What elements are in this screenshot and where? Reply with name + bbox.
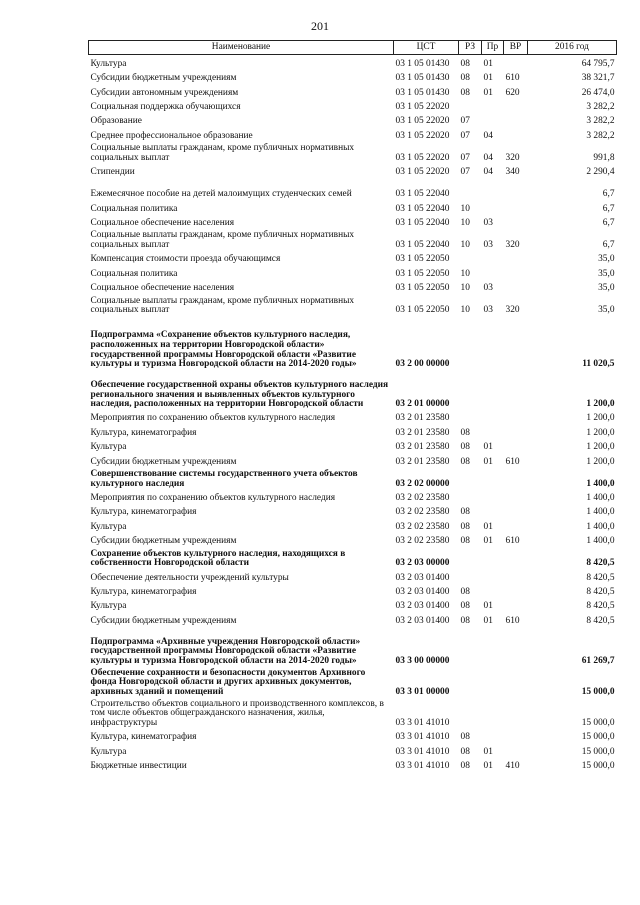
row-vr: 410: [505, 760, 520, 771]
header-pr: Пр: [482, 41, 504, 55]
row-csr: 03 2 03 01400: [395, 615, 450, 626]
row-pr: 03: [483, 239, 493, 250]
row-vr: 320: [505, 239, 520, 250]
table-row: [89, 279, 617, 293]
row-rz: [459, 666, 482, 697]
row-rz: 08: [460, 587, 470, 597]
row-vr: [504, 547, 528, 569]
table-row: [89, 504, 617, 518]
row-vr: [504, 728, 528, 742]
page-number: 201: [311, 19, 329, 33]
row-name: Обеспечение государственной охраны объектов культурного наследия регионального значения и выявленных объектов культурного наследия, расположенных на территории Новгородской области: [90, 379, 389, 410]
row-value: 1 400,0: [586, 493, 615, 504]
table-row: [89, 518, 617, 532]
row-rz: 07: [460, 152, 470, 163]
row-value: 35,0: [598, 254, 615, 265]
table-row: [89, 532, 617, 546]
row-csr: 03 3 01 41010: [395, 746, 450, 757]
row-pr: 03: [483, 283, 493, 294]
row-csr: 03 1 05 22050: [395, 254, 450, 265]
row-value: 8 420,5: [586, 601, 615, 612]
row-csr: 03 2 01 23580: [395, 427, 450, 438]
row-vr: [504, 265, 528, 279]
row-rz: 08: [460, 456, 470, 467]
row-vr: [504, 743, 528, 757]
row-csr: 03 2 02 23580: [395, 536, 450, 547]
row-value: 3 282,2: [586, 101, 615, 112]
row-csr: 03 3 01 41010: [395, 732, 450, 743]
row-vr: [504, 279, 528, 293]
table-row: [89, 453, 617, 467]
row-value: 38 321,7: [581, 73, 615, 84]
row-name: Обеспечение деятельности учреждений культуры: [90, 572, 289, 583]
row-pr: [482, 265, 504, 279]
row-rz: [459, 251, 482, 265]
row-name: Культура: [90, 601, 127, 612]
row-csr: 03 1 05 22040: [395, 189, 450, 200]
row-vr: [504, 424, 528, 438]
row-name: Ежемесячное пособие на детей малоимущих студенческих семей: [90, 189, 352, 200]
table-row: [89, 489, 617, 503]
header-name: Наименование: [89, 41, 394, 55]
row-csr: 03 1 05 01430: [395, 58, 450, 69]
header-csr: ЦСТ: [394, 41, 459, 55]
row-pr: 01: [483, 58, 493, 69]
row-name: Культура, кинематография: [90, 587, 197, 597]
row-pr: 03: [483, 217, 493, 228]
row-pr: [482, 316, 504, 370]
table-row: [89, 547, 617, 569]
row-name: Мероприятия по сохранению объектов культурного наследия: [90, 493, 336, 504]
row-value: 35,0: [598, 268, 615, 279]
row-vr: [504, 583, 528, 597]
row-csr: 03 2 02 23580: [395, 521, 450, 532]
row-value: 1 400,0: [586, 536, 615, 547]
row-pr: 01: [483, 87, 493, 98]
table-row: [89, 410, 617, 424]
row-value: 1 400,0: [586, 507, 615, 518]
row-name: Социальные выплаты гражданам, кроме публичных нормативных социальных выплат: [90, 143, 355, 163]
row-rz: 10: [460, 217, 470, 228]
row-vr: [504, 598, 528, 612]
row-pr: [482, 569, 504, 583]
row-vr: [504, 251, 528, 265]
row-value: 61 269,7: [581, 655, 615, 666]
row-csr: 03 1 05 22020: [395, 130, 450, 141]
row-value: 8 420,5: [586, 558, 615, 569]
row-pr: 01: [483, 456, 493, 467]
table-row: [89, 84, 617, 98]
row-rz: [459, 316, 482, 370]
row-name: Обеспечение сохранности и безопасности документов Архивного фонда Новгородской области и других архивных документов, архивных зданий и помещений: [90, 667, 366, 697]
row-csr: 03 2 03 00000: [395, 558, 450, 569]
row-name: Культура, кинематография: [90, 507, 197, 518]
table-row: [89, 251, 617, 265]
table-row: [89, 178, 617, 200]
row-csr: 03 3 01 41010: [395, 717, 450, 728]
table-row: [89, 583, 617, 597]
row-value: 3 282,2: [586, 116, 615, 127]
table-row: [89, 697, 617, 728]
row-pr: [482, 410, 504, 424]
row-value: 6,7: [602, 239, 615, 250]
table-row: [89, 316, 617, 370]
row-rz: 08: [460, 58, 470, 69]
row-rz: 08: [460, 427, 470, 438]
row-vr: [504, 127, 528, 141]
row-rz: 08: [460, 87, 470, 98]
table-row: [89, 98, 617, 112]
row-value: 15 000,0: [581, 732, 615, 743]
row-name: Культура, кинематография: [90, 427, 197, 438]
row-vr: [504, 626, 528, 666]
row-name: Культура: [90, 746, 127, 757]
row-name: Культура: [90, 442, 127, 453]
row-rz: [459, 98, 482, 112]
row-rz: 08: [460, 732, 470, 743]
table-row: [89, 113, 617, 127]
row-pr: 04: [483, 152, 493, 163]
row-vr: [504, 55, 528, 70]
table-row: [89, 163, 617, 177]
row-pr: 04: [483, 167, 493, 178]
row-value: 1 200,0: [586, 399, 615, 410]
row-name: Бюджетные инвестиции: [90, 760, 187, 771]
row-rz: [459, 370, 482, 410]
row-csr: 03 1 05 22020: [395, 167, 450, 178]
row-csr: 03 1 05 22050: [395, 305, 450, 316]
row-vr: [504, 113, 528, 127]
row-rz: [459, 178, 482, 200]
row-rz: [459, 697, 482, 728]
table-row: [89, 141, 617, 163]
row-csr: 03 2 02 23580: [395, 507, 450, 518]
row-pr: 03: [483, 305, 493, 316]
row-vr: 620: [505, 87, 520, 98]
table-row: [89, 612, 617, 626]
row-rz: 08: [460, 442, 470, 453]
row-pr: [482, 98, 504, 112]
row-csr: 03 2 02 23580: [395, 493, 450, 504]
row-vr: [504, 569, 528, 583]
table-row: [89, 666, 617, 697]
row-pr: 01: [483, 536, 493, 547]
row-name: Социальные выплаты гражданам, кроме публичных нормативных социальных выплат: [90, 295, 355, 316]
row-vr: [504, 666, 528, 697]
row-pr: 01: [483, 760, 493, 771]
row-vr: [504, 200, 528, 214]
row-pr: [482, 467, 504, 489]
row-name: Компенсация стоимости проезда обучающимся: [90, 254, 281, 265]
row-name: Среднее профессиональное образование: [90, 130, 253, 141]
row-value: 6,7: [602, 203, 615, 214]
table-row: [89, 424, 617, 438]
row-csr: 03 2 01 23580: [395, 442, 450, 453]
row-vr: 610: [505, 615, 520, 626]
row-value: 3 282,2: [586, 130, 615, 141]
row-pr: [482, 547, 504, 569]
table-row: [89, 265, 617, 279]
row-value: 26 474,0: [581, 87, 615, 98]
row-pr: [482, 200, 504, 214]
row-csr: 03 2 01 23580: [395, 456, 450, 467]
row-value: 1 200,0: [586, 413, 615, 424]
row-rz: 10: [460, 239, 470, 250]
row-pr: [482, 489, 504, 503]
row-value: 1 200,0: [586, 442, 615, 453]
row-rz: [459, 410, 482, 424]
header-year: 2016 год: [528, 41, 617, 55]
row-rz: 08: [460, 615, 470, 626]
row-vr: [504, 178, 528, 200]
row-vr: [504, 214, 528, 228]
row-name: Субсидии бюджетным учреждениям: [90, 73, 237, 84]
row-vr: [504, 697, 528, 728]
row-rz: 08: [460, 760, 470, 771]
row-value: 35,0: [598, 283, 615, 294]
row-name: Культура: [90, 58, 127, 69]
row-rz: [459, 467, 482, 489]
row-name: Субсидии бюджетным учреждениям: [90, 456, 237, 467]
row-pr: 01: [483, 442, 493, 453]
row-csr: 03 3 01 00000: [395, 686, 450, 697]
row-rz: 08: [460, 73, 470, 84]
row-vr: [504, 467, 528, 489]
row-csr: 03 1 05 22020: [395, 101, 450, 112]
row-rz: 08: [460, 521, 470, 532]
row-name: Социальные выплаты гражданам, кроме публичных нормативных социальных выплат: [90, 230, 355, 250]
budget-table: [88, 40, 617, 772]
row-csr: 03 1 05 22050: [395, 283, 450, 294]
row-name: Подпрограмма «Сохранение объектов культурного наследия, расположенных на территории Новгородской области» государственной программы Новгородской области «Развитие культуры и туризма Новгородской области на 2014-2020 годы»: [90, 330, 357, 370]
row-vr: [504, 316, 528, 370]
row-name: Мероприятия по сохранению объектов культурного наследия: [90, 413, 336, 424]
row-csr: 03 2 01 00000: [395, 399, 450, 410]
row-value: 35,0: [598, 305, 615, 316]
row-name: Социальное обеспечение населения: [90, 283, 235, 294]
row-vr: [504, 489, 528, 503]
row-rz: 07: [460, 167, 470, 178]
row-vr: 320: [505, 152, 520, 163]
row-rz: 08: [460, 507, 470, 518]
row-name: Образование: [90, 116, 142, 127]
table-row: [89, 438, 617, 452]
row-pr: [482, 504, 504, 518]
row-csr: 03 2 00 00000: [395, 359, 450, 370]
row-value: 8 420,5: [586, 615, 615, 626]
row-vr: 610: [505, 536, 520, 547]
row-value: 1 200,0: [586, 456, 615, 467]
row-name: Социальная политика: [90, 268, 178, 279]
row-rz: 07: [460, 130, 470, 141]
table-row: [89, 294, 617, 316]
row-vr: 320: [505, 305, 520, 316]
table-row: [89, 55, 617, 70]
row-csr: 03 3 00 00000: [395, 655, 450, 666]
row-pr: [482, 666, 504, 697]
row-value: 6,7: [602, 189, 615, 200]
row-rz: [459, 489, 482, 503]
row-value: 15 000,0: [581, 746, 615, 757]
row-value: 11 020,5: [582, 359, 615, 370]
table-row: [89, 214, 617, 228]
row-value: 64 795,7: [581, 58, 615, 69]
row-csr: 03 2 02 00000: [395, 478, 450, 489]
table-row: [89, 569, 617, 583]
row-vr: [504, 438, 528, 452]
table-row: [89, 200, 617, 214]
row-name: Стипендии: [90, 167, 135, 178]
row-vr: 340: [505, 167, 520, 178]
table-row: [89, 127, 617, 141]
row-csr: 03 1 05 01430: [395, 87, 450, 98]
row-value: 15 000,0: [581, 686, 615, 697]
row-name: Культура: [90, 521, 127, 532]
row-rz: 08: [460, 536, 470, 547]
row-value: 8 420,5: [586, 572, 615, 583]
row-rz: 10: [460, 283, 470, 294]
table-row: [89, 467, 617, 489]
row-value: 991,8: [593, 152, 615, 163]
row-csr: 03 1 05 22040: [395, 239, 450, 250]
row-rz: [459, 569, 482, 583]
header-row: [89, 41, 617, 55]
row-pr: 01: [483, 746, 493, 757]
row-value: 15 000,0: [581, 760, 615, 771]
table-row: [89, 757, 617, 771]
row-pr: 01: [483, 73, 493, 84]
row-pr: 01: [483, 601, 493, 612]
row-pr: [482, 728, 504, 742]
row-csr: 03 1 05 22020: [395, 152, 450, 163]
row-pr: 01: [483, 615, 493, 626]
row-pr: [482, 113, 504, 127]
header-vr: ВР: [504, 41, 528, 55]
row-value: 8 420,5: [586, 587, 615, 597]
row-pr: [482, 697, 504, 728]
row-rz: 10: [460, 268, 470, 279]
row-csr: 03 2 03 01400: [395, 601, 450, 612]
table-row: [89, 728, 617, 742]
row-vr: 610: [505, 456, 520, 467]
row-pr: 01: [483, 521, 493, 532]
row-pr: [482, 626, 504, 666]
row-pr: [482, 370, 504, 410]
table-row: [89, 229, 617, 251]
header-rz: РЗ: [459, 41, 482, 55]
row-name: Социальное обеспечение населения: [90, 217, 235, 228]
row-csr: 03 1 05 22050: [395, 268, 450, 279]
row-rz: 10: [460, 305, 470, 316]
row-rz: 10: [460, 203, 470, 214]
row-csr: 03 2 01 23580: [395, 413, 450, 424]
row-vr: [504, 518, 528, 532]
row-rz: [459, 547, 482, 569]
row-csr: 03 3 01 41010: [395, 760, 450, 771]
row-name: Подпрограмма «Архивные учреждения Новгородской области» государственной программы Новгородской области «Развитие культуры и туризма Новгородской области на 2014-2020 годы»: [90, 636, 361, 666]
row-name: Строительство объектов социального и производственного комплексов, в том числе объектов общегражданского назначения, жилья, инфраструктуры: [90, 698, 384, 728]
row-value: 1 400,0: [586, 478, 615, 489]
table-row: [89, 626, 617, 666]
row-name: Социальная поддержка обучающихся: [90, 101, 241, 112]
row-value: 1 400,0: [586, 521, 615, 532]
table-row: [89, 370, 617, 410]
row-vr: [504, 98, 528, 112]
row-csr: 03 1 05 22040: [395, 217, 450, 228]
row-csr: 03 1 05 22020: [395, 116, 450, 127]
row-rz: 08: [460, 746, 470, 757]
row-name: Субсидии бюджетным учреждениям: [90, 536, 237, 547]
row-name: Субсидии бюджетным учреждениям: [90, 615, 237, 626]
row-value: 1 200,0: [586, 427, 615, 438]
row-vr: [504, 370, 528, 410]
row-value: 2 290,4: [586, 167, 615, 178]
table-row: [89, 743, 617, 757]
row-name: Социальная политика: [90, 203, 178, 214]
row-pr: [482, 178, 504, 200]
row-csr: 03 2 03 01400: [395, 587, 450, 597]
row-csr: 03 2 03 01400: [395, 572, 450, 583]
row-csr: 03 1 05 22040: [395, 203, 450, 214]
row-rz: 07: [460, 116, 470, 127]
row-pr: 04: [483, 130, 493, 141]
table-row: [89, 598, 617, 612]
row-name: Культура, кинематография: [90, 732, 197, 743]
row-pr: [482, 583, 504, 597]
row-value: 6,7: [602, 217, 615, 228]
row-vr: 610: [505, 73, 520, 84]
row-name: Совершенствование системы государственного учета объектов культурного наследия: [90, 469, 358, 489]
row-value: 15 000,0: [581, 717, 615, 728]
row-pr: [482, 424, 504, 438]
row-vr: [504, 410, 528, 424]
row-pr: [482, 251, 504, 265]
row-rz: 08: [460, 601, 470, 612]
row-name: Сохранение объектов культурного наследия, находящихся в собственности Новгородской области: [90, 548, 346, 569]
table-row: [89, 69, 617, 83]
row-csr: 03 1 05 01430: [395, 73, 450, 84]
row-rz: [459, 626, 482, 666]
row-name: Субсидии автономным учреждениям: [90, 87, 239, 98]
row-vr: [504, 504, 528, 518]
